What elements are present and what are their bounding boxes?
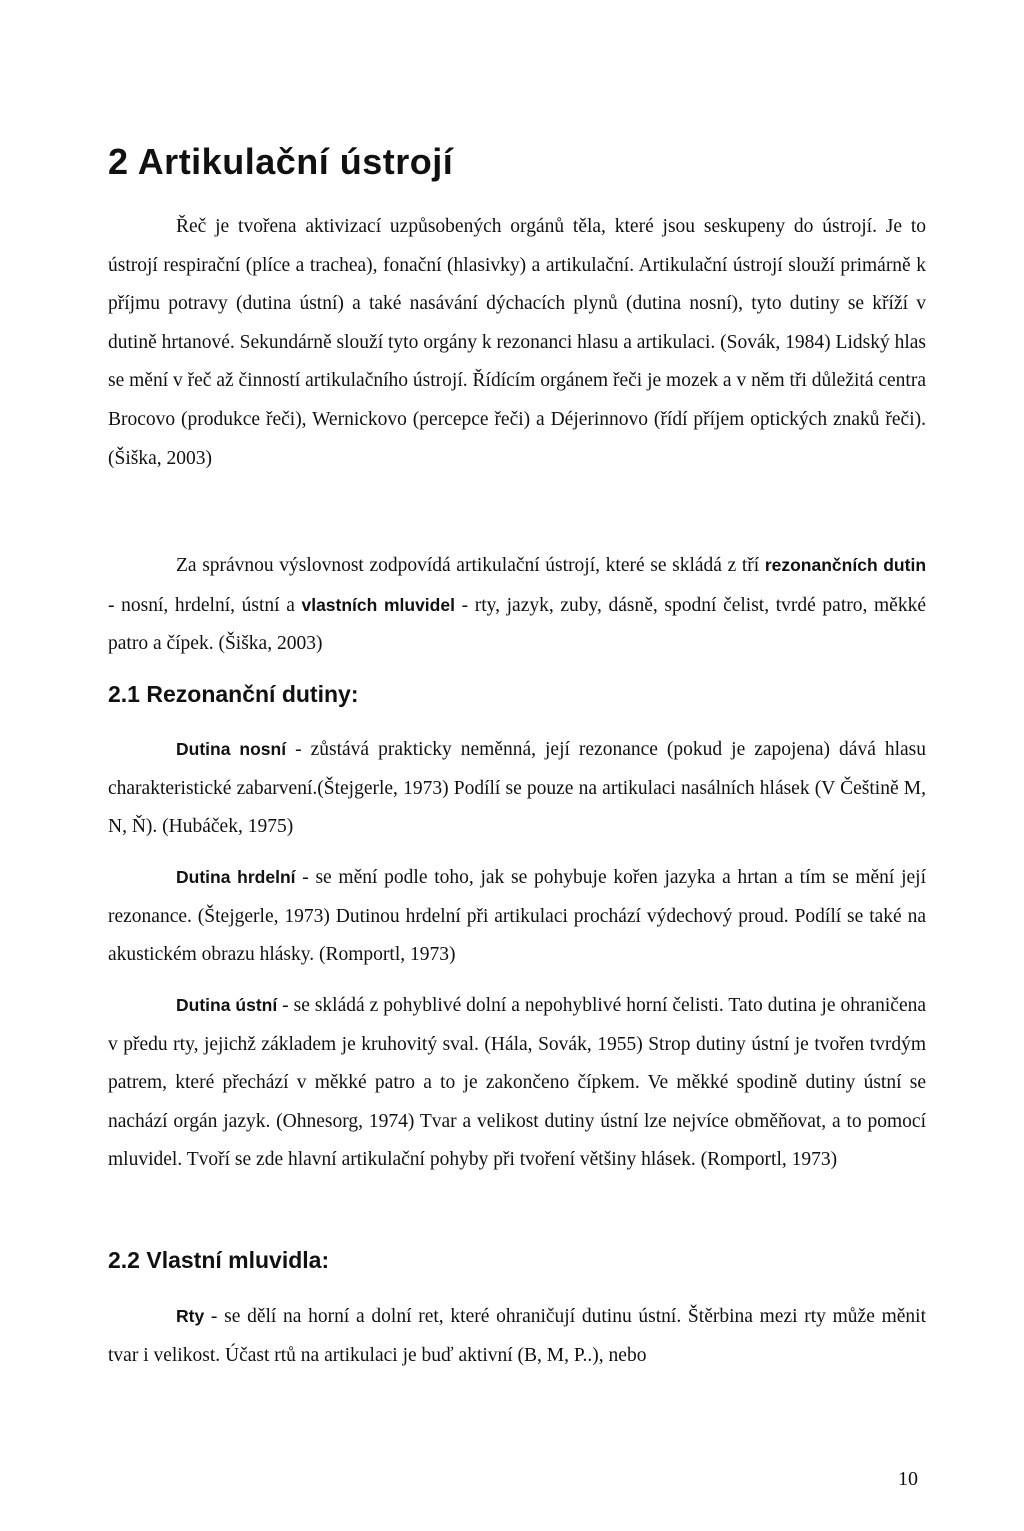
paragraph-dutina-ustni [108,986,926,1180]
intro-paragraph-2 [108,546,926,664]
paragraph-dutina-hrdelni [108,858,926,975]
term-vlastnich-mluvidel: vlastních mluvidel [301,594,455,615]
paragraph-dutina-nosni-text: - zůstává prakticky neměnná, její rezonance (pokud je zapojena) dává hlasu charakteristické zabarvení.(Štejgerle, 1973) Podílí se pouze na artikulaci nasálních hlásek (V Češtině M, N, Ň). (Hubáček, 1975) [108,739,927,838]
page-number: 10 [898,1468,918,1490]
paragraph-dutina-ustni-text: - se skládá z pohyblivé dolní a nepohyblivé horní čelisti. Tato dutina je ohraničena v předu rty, jejichž základem je kruhovitý sval. (Hála, Sovák, 1955) Strop dutiny ústní je tvořen tvrdým patrem, které přechází v měkké patro a to je zakončeno čípkem. Ve měkké spodině dutiny ústní se nachází orgán jazyk. (Ohnesorg, 1974) Tvar a velikost dutiny ústní lze nejvíce obměňovat, a to pomocí mluvidel. Tvoří se zde hlavní artikulační pohyby při tvoření většiny hlásek. (Romportl, 1973) [108,995,926,1171]
intro-paragraph-2-post: - rty, jazyk, zuby, dásně, spodní čelist, tvrdé patro, měkké patro a čípek. (Šiška, 2003) [108,594,926,655]
term-dutina-nosni: Dutina nosní [176,739,287,759]
paragraph-dutina-nosni [108,730,926,847]
section-heading-2-2: 2.2 Vlastní mluvidla: [108,1247,330,1273]
paragraph-rty-text: - se dělí na horní a dolní ret, které ohraničují dutinu ústní. Štěrbina mezi rty může měnit tvar i velikost. Účast rtů na artikulaci je buď aktivní (B, M, P..), nebo [108,1306,926,1366]
intro-paragraph-1-text: Řeč je tvořena aktivizací uzpůsobených orgánů těla, které jsou seskupeny do ústrojí. Je to ústrojí respirační (plíce a trachea), fonační (hlasivky) a artikulační. Artikulační ústrojí slouží primárně k příjmu potravy (dutina ústní) a také nasávání dýchacích plynů (dutina nosní), tyto dutiny se kříží v dutině hrtanové. Sekundárně slouží tyto orgány k rezonanci hlasu a artikulaci. (Sovák, 1984) Lidský hlas se mění v řeč až činností artikulačního ústrojí. Řídícím orgánem řeči je mozek a v něm tři důležitá centra Brocovo (produkce řeči), Wernickovo (percepce řeči) a Déjerinnovo (řídí příjem optických znaků řeči). (Šiška, 2003) [108,216,926,469]
paragraph-dutina-hrdelni-text: - se mění podle toho, jak se pohybuje kořen jazyka a hrtan a tím se mění její rezonance. (Štejgerle, 1973) Dutinou hrdelní při artikulaci prochází výdechový proud. Podílí se také na akustickém obrazu hlásky. (Romportl, 1973) [108,867,926,966]
chapter-heading: 2 Artikulační ústrojí [108,141,454,182]
term-dutina-hrdelni: Dutina hrdelní [176,867,296,887]
term-rty: Rty [176,1306,205,1326]
paragraph-rty [108,1297,926,1375]
intro-paragraph-2-mid: - nosní, hrdelní, ústní a [108,594,302,616]
intro-paragraph-2-pre: Za správnou výslovnost zodpovídá artikulační ústrojí, které se skládá z tří [176,555,760,576]
intro-paragraph-1 [108,208,926,478]
term-dutina-ustni: Dutina ústní [176,995,278,1015]
section-heading-2-1: 2.1 Rezonanční dutiny: [108,681,359,707]
term-rezonancnich-dutin: rezonančních dutin [764,555,927,575]
